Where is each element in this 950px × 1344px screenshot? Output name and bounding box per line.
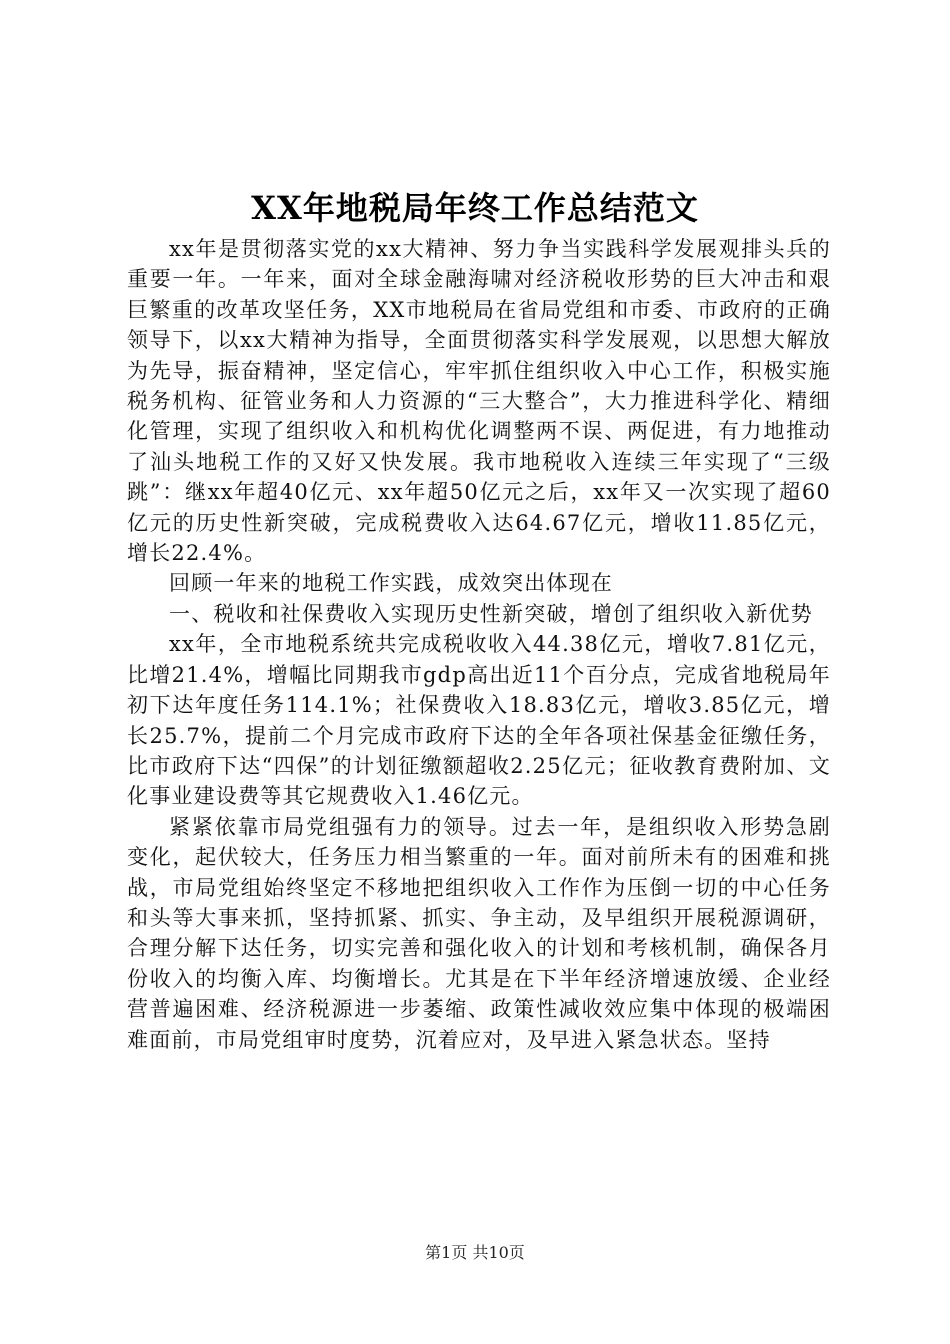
paragraph-leadership: 紧紧依靠市局党组强有力的领导。过去一年，是组织收入形势急剧变化，起伏较大，任务压力相当繁重的一年。面对前所未有的困难和挑战，市局党组始终坚定不移地把组织收入工作作为压倒一切的中心任务和头等大事来抓，坚持抓紧、抓实、争主动，及早组织开展税源调研，合理分解下达任务，切实完善和强化收入的计划和考核机制，确保各月份收入的均衡入库、均衡增长。尤其是在下半年经济增速放缓、企业经营普遍困难、经济税源进一步萎缩、政策性减收效应集中体现的极端困难面前，市局党组审时度势，沉着应对，及早进入紧急状态。坚持 bbox=[127, 814, 831, 1052]
paragraph-revenue: xx年，全市地税系统共完成税收收入44.38亿元，增收7.81亿元，比增21.4%，增幅比同期我市gdp高出近11个百分点，完成省地税局年初下达年度任务114.1%；社保费收入18.83亿元，增收3.85亿元，增长25.7%，提前二个月完成市政府下达的全年各项社保基金征缴任务，比市政府下达“四保”的计划征缴额超收2.25亿元；征收教育费附加、文化事业建设费等其它规费收入1.46亿元。 bbox=[127, 632, 831, 809]
document-title: XX年地税局年终工作总结范文 bbox=[251, 189, 699, 227]
document-body bbox=[127, 234, 831, 1055]
paragraph-intro: xx年是贯彻落实党的xx大精神、努力争当实践科学发展观排头兵的重要一年。一年来，面对全球金融海啸对经济税收形势的巨大冲击和艰巨繁重的改革攻坚任务，XX市地税局在省局党组和市委、市政府的正确领导下，以xx大精神为指导，全面贯彻落实科学发展观，以思想大解放为先导，振奋精神，坚定信心，牢牢抓住组织收入中心工作，积极实施税务机构、征管业务和人力资源的“三大整合”，大力推进科学化、精细化管理，实现了组织收入和机构优化调整两不误、两促进，有力地推动了汕头地税工作的又好又快发展。我市地税收入连续三年实现了“三级跳”：继xx年超40亿元、xx年超50亿元之后，xx年又一次实现了超60亿元的历史性新突破，完成税费收入达64.67亿元，增收11.85亿元，增长22.4%。 bbox=[127, 237, 831, 566]
page-number-footer: 第1页 共10页 bbox=[425, 1243, 525, 1262]
section-heading-1: 一、税收和社保费收入实现历史性新突破，增创了组织收入新优势 bbox=[169, 601, 813, 626]
paragraph-review: 回顾一年来的地税工作实践，成效突出体现在 bbox=[169, 571, 613, 596]
